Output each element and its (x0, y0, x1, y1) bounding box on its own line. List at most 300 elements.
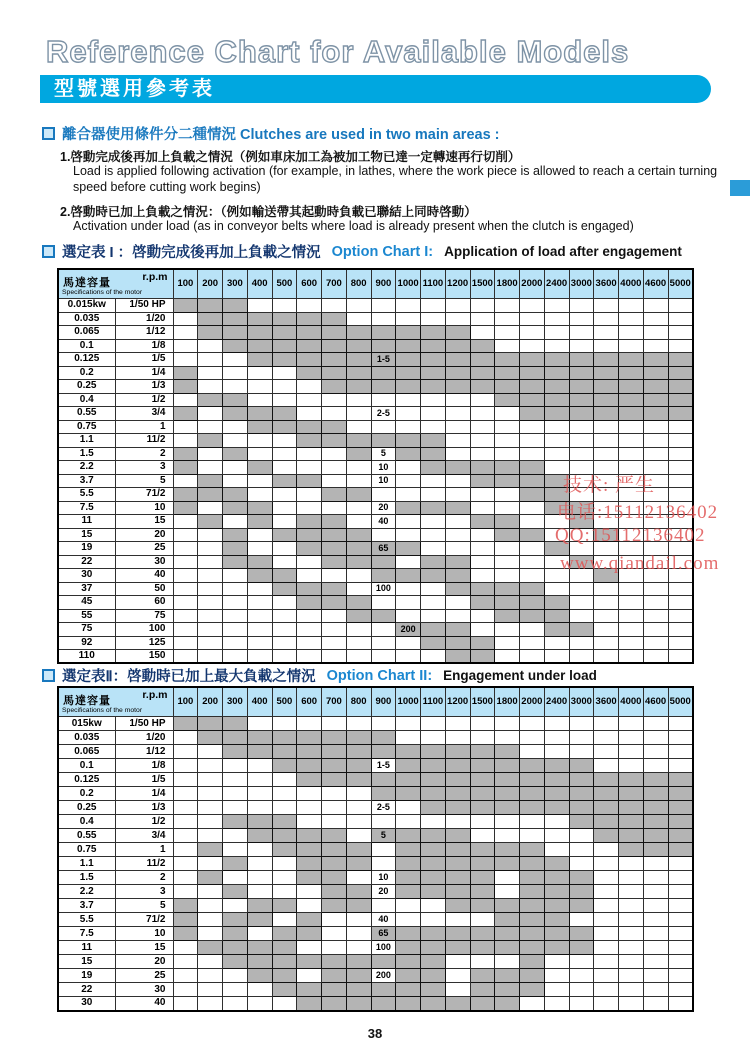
grid-cell (198, 582, 223, 596)
grid-cell (247, 745, 272, 759)
chart1-heading-en-label: Option Chart I: (331, 243, 434, 260)
grid-cell (668, 955, 693, 969)
grid-cell (594, 745, 619, 759)
grid-cell (272, 899, 297, 913)
grid-cell (198, 759, 223, 773)
motor-hp-label: 3 (115, 885, 173, 899)
grid-cell (198, 312, 223, 326)
grid-cell (223, 843, 248, 857)
grid-cell (223, 759, 248, 773)
motor-kw-label: 22 (58, 555, 115, 569)
grid-cell (619, 434, 644, 448)
grid-cell (470, 542, 495, 556)
rpm-column-header: 400 (247, 269, 272, 299)
motor-hp-label: 1/50 HP (115, 299, 173, 313)
grid-cell (223, 801, 248, 815)
grid-cell (223, 353, 248, 367)
grid-cell (247, 528, 272, 542)
model-range-label: 40 (371, 913, 396, 927)
table-row (58, 913, 693, 927)
motor-kw-label: 110 (58, 650, 115, 664)
motor-kw-label: 11 (58, 941, 115, 955)
grid-cell (520, 596, 545, 610)
motor-kw-label: 37 (58, 582, 115, 596)
rpm-column-header: 3000 (569, 687, 594, 717)
grid-cell (520, 717, 545, 731)
grid-cell (272, 969, 297, 983)
grid-cell (470, 488, 495, 502)
grid-cell (520, 885, 545, 899)
grid-cell (297, 434, 322, 448)
grid-cell (371, 312, 396, 326)
grid-cell (396, 353, 421, 367)
model-range-label: 100 (371, 582, 396, 596)
motor-hp-label: 2 (115, 447, 173, 461)
grid-cell (594, 899, 619, 913)
table-row (58, 380, 693, 394)
grid-cell (198, 815, 223, 829)
grid-cell (520, 501, 545, 515)
grid-cell (322, 829, 347, 843)
grid-cell (470, 353, 495, 367)
table-row (58, 434, 693, 448)
rpm-column-header: 3600 (594, 687, 619, 717)
grid-cell (594, 339, 619, 353)
motor-kw-label: 0.55 (58, 829, 115, 843)
grid-cell (173, 299, 198, 313)
grid-cell (594, 983, 619, 997)
grid-cell (569, 745, 594, 759)
grid-cell (470, 528, 495, 542)
motor-kw-label: 0.065 (58, 745, 115, 759)
grid-cell (223, 434, 248, 448)
grid-cell (445, 941, 470, 955)
grid-cell (223, 447, 248, 461)
grid-cell (569, 829, 594, 843)
grid-cell (569, 801, 594, 815)
grid-cell (396, 582, 421, 596)
motor-kw-label: 0.035 (58, 312, 115, 326)
grid-cell (470, 501, 495, 515)
grid-cell (544, 787, 569, 801)
grid-cell (668, 787, 693, 801)
grid-cell (346, 717, 371, 731)
grid-cell (346, 569, 371, 583)
motor-hp-label: 1/8 (115, 759, 173, 773)
grid-cell (322, 997, 347, 1011)
grid-cell (594, 801, 619, 815)
rpm-column-header: 100 (173, 687, 198, 717)
rpm-column-header: 500 (272, 687, 297, 717)
grid-cell (346, 913, 371, 927)
grid-cell (668, 393, 693, 407)
grid-cell (421, 501, 446, 515)
grid-cell (619, 380, 644, 394)
grid-cell (223, 339, 248, 353)
header-mzh: 馬達容量 (63, 695, 111, 707)
chart1-table (57, 268, 694, 664)
chart1-heading-en: Application of load after engagement (444, 244, 682, 259)
grid-cell (520, 555, 545, 569)
grid-cell (346, 299, 371, 313)
grid-cell (544, 717, 569, 731)
grid-cell (346, 542, 371, 556)
grid-cell (247, 871, 272, 885)
grid-cell (594, 407, 619, 421)
rpm-column-header: 800 (346, 687, 371, 717)
grid-cell (520, 299, 545, 313)
grid-cell (297, 815, 322, 829)
grid-cell (445, 885, 470, 899)
grid-cell (198, 801, 223, 815)
usage-item2-zh: 2.啓動時已加上負載之情況：（例如輸送帶其起動時負載已聯結上同時啓動） (60, 205, 477, 219)
grid-cell (643, 787, 668, 801)
grid-cell (520, 815, 545, 829)
grid-cell (346, 885, 371, 899)
grid-cell (569, 623, 594, 637)
grid-cell (445, 787, 470, 801)
grid-cell (198, 515, 223, 529)
grid-cell (495, 899, 520, 913)
grid-cell (297, 997, 322, 1011)
grid-cell (346, 434, 371, 448)
table-row (58, 717, 693, 731)
grid-cell (445, 474, 470, 488)
motor-hp-label: 1/20 (115, 731, 173, 745)
grid-cell (495, 515, 520, 529)
usage-item1-zh: 1.啓動完成後再加上負載之情況（例如車床加工為被加工物已達一定轉速再行切削） (60, 150, 521, 164)
grid-cell (322, 717, 347, 731)
table-row (58, 829, 693, 843)
rpm-column-header: 2400 (544, 687, 569, 717)
grid-cell (421, 955, 446, 969)
grid-cell (223, 787, 248, 801)
grid-cell (668, 434, 693, 448)
grid-cell (668, 857, 693, 871)
motor-hp-label: 25 (115, 542, 173, 556)
grid-cell (223, 528, 248, 542)
grid-cell (173, 913, 198, 927)
rpm-column-header: 1800 (495, 269, 520, 299)
grid-cell (619, 871, 644, 885)
grid-cell (247, 596, 272, 610)
grid-cell (198, 501, 223, 515)
grid-cell (396, 759, 421, 773)
grid-cell (668, 731, 693, 745)
grid-cell (544, 407, 569, 421)
grid-cell (421, 326, 446, 340)
grid-cell (198, 380, 223, 394)
grid-cell (619, 969, 644, 983)
grid-cell (371, 366, 396, 380)
grid-cell (272, 636, 297, 650)
grid-cell (297, 488, 322, 502)
grid-cell (495, 983, 520, 997)
grid-cell (495, 759, 520, 773)
grid-cell (198, 596, 223, 610)
grid-cell (396, 955, 421, 969)
grid-cell (594, 857, 619, 871)
grid-cell (297, 515, 322, 529)
grid-cell (495, 528, 520, 542)
grid-cell (371, 596, 396, 610)
grid-cell (223, 955, 248, 969)
motor-hp-label: 10 (115, 927, 173, 941)
grid-cell (272, 420, 297, 434)
rpm-column-header: 300 (223, 269, 248, 299)
table-row (58, 420, 693, 434)
grid-cell (520, 983, 545, 997)
grid-cell (470, 927, 495, 941)
grid-cell (297, 339, 322, 353)
grid-cell (396, 569, 421, 583)
grid-cell (569, 843, 594, 857)
table-row (58, 899, 693, 913)
grid-cell (470, 955, 495, 969)
grid-cell (346, 829, 371, 843)
grid-cell (173, 461, 198, 475)
grid-cell (322, 787, 347, 801)
grid-cell (346, 745, 371, 759)
grid-cell (173, 420, 198, 434)
grid-cell (272, 353, 297, 367)
motor-hp-label: 5 (115, 899, 173, 913)
grid-cell (272, 717, 297, 731)
grid-cell (544, 983, 569, 997)
rpm-column-header: 2000 (520, 269, 545, 299)
motor-kw-label: 11 (58, 515, 115, 529)
grid-cell (495, 773, 520, 787)
grid-cell (247, 407, 272, 421)
grid-cell (396, 636, 421, 650)
grid-cell (396, 312, 421, 326)
motor-hp-label: 15 (115, 941, 173, 955)
grid-cell (445, 745, 470, 759)
grid-cell (371, 650, 396, 664)
grid-cell (594, 393, 619, 407)
grid-cell (569, 582, 594, 596)
grid-cell (445, 773, 470, 787)
grid-cell (346, 801, 371, 815)
grid-cell (322, 983, 347, 997)
grid-cell (668, 997, 693, 1011)
grid-cell (247, 474, 272, 488)
grid-cell (544, 913, 569, 927)
grid-cell (198, 420, 223, 434)
grid-cell (272, 312, 297, 326)
grid-cell (346, 650, 371, 664)
grid-cell (643, 407, 668, 421)
grid-cell (668, 447, 693, 461)
grid-cell (173, 515, 198, 529)
grid-cell (297, 474, 322, 488)
grid-cell (297, 353, 322, 367)
grid-cell (223, 829, 248, 843)
grid-cell (371, 787, 396, 801)
grid-cell (396, 927, 421, 941)
grid-cell (396, 857, 421, 871)
grid-cell (668, 366, 693, 380)
motor-hp-label: 1 (115, 843, 173, 857)
grid-cell (643, 899, 668, 913)
grid-cell (470, 969, 495, 983)
header-men: Specifications of the motor (62, 289, 143, 297)
grid-cell (569, 353, 594, 367)
grid-cell (594, 829, 619, 843)
grid-cell (173, 312, 198, 326)
grid-cell (198, 829, 223, 843)
grid-cell (223, 899, 248, 913)
grid-cell (470, 857, 495, 871)
motor-hp-label: 1/2 (115, 815, 173, 829)
grid-cell (594, 731, 619, 745)
grid-cell (297, 461, 322, 475)
grid-cell (297, 326, 322, 340)
grid-cell (470, 393, 495, 407)
grid-cell (594, 650, 619, 664)
rpm-column-header: 1200 (445, 687, 470, 717)
grid-cell (470, 366, 495, 380)
grid-cell (569, 596, 594, 610)
motor-hp-label: 20 (115, 528, 173, 542)
grid-cell (247, 501, 272, 515)
grid-cell (322, 843, 347, 857)
grid-cell (322, 899, 347, 913)
grid-cell (643, 773, 668, 787)
grid-cell (445, 299, 470, 313)
grid-cell (346, 927, 371, 941)
grid-cell (520, 997, 545, 1011)
grid-cell (272, 871, 297, 885)
grid-cell (247, 913, 272, 927)
motor-hp-label: 1/12 (115, 745, 173, 759)
grid-cell (198, 488, 223, 502)
table-row (58, 636, 693, 650)
grid-cell (544, 623, 569, 637)
model-range-label: 2-5 (371, 407, 396, 421)
grid-cell (297, 407, 322, 421)
grid-cell (346, 983, 371, 997)
grid-cell (544, 609, 569, 623)
motor-hp-label: 150 (115, 650, 173, 664)
grid-cell (198, 366, 223, 380)
grid-cell (619, 773, 644, 787)
grid-cell (520, 955, 545, 969)
grid-cell (297, 312, 322, 326)
grid-cell (223, 773, 248, 787)
grid-cell (173, 353, 198, 367)
grid-cell (470, 871, 495, 885)
grid-cell (346, 636, 371, 650)
grid-cell (544, 829, 569, 843)
grid-cell (421, 488, 446, 502)
grid-cell (322, 941, 347, 955)
grid-cell (470, 609, 495, 623)
grid-cell (668, 829, 693, 843)
grid-cell (371, 420, 396, 434)
grid-cell (247, 969, 272, 983)
grid-cell (198, 899, 223, 913)
grid-cell (198, 393, 223, 407)
grid-cell (643, 871, 668, 885)
grid-cell (173, 407, 198, 421)
model-range-label: 5 (371, 447, 396, 461)
grid-cell (173, 927, 198, 941)
grid-cell (396, 650, 421, 664)
rpm-column-header: 200 (198, 687, 223, 717)
grid-cell (322, 339, 347, 353)
grid-cell (470, 380, 495, 394)
grid-cell (297, 420, 322, 434)
grid-cell (470, 339, 495, 353)
grid-cell (495, 871, 520, 885)
model-range-label: 2-5 (371, 801, 396, 815)
rpm-column-header: 4000 (619, 687, 644, 717)
grid-cell (643, 801, 668, 815)
grid-cell (668, 407, 693, 421)
grid-cell (544, 447, 569, 461)
grid-cell (544, 312, 569, 326)
motor-hp-label: 1/20 (115, 312, 173, 326)
grid-cell (421, 927, 446, 941)
grid-cell (198, 650, 223, 664)
grid-cell (544, 731, 569, 745)
grid-cell (297, 596, 322, 610)
grid-cell (619, 609, 644, 623)
grid-cell (371, 555, 396, 569)
grid-cell (668, 843, 693, 857)
grid-cell (445, 801, 470, 815)
model-range-label: 20 (371, 501, 396, 515)
grid-cell (371, 393, 396, 407)
grid-cell (643, 650, 668, 664)
grid-cell (445, 815, 470, 829)
grid-cell (322, 474, 347, 488)
grid-cell (594, 596, 619, 610)
grid-cell (544, 745, 569, 759)
rpm-column-header: 1200 (445, 269, 470, 299)
grid-cell (223, 501, 248, 515)
grid-cell (272, 885, 297, 899)
grid-cell (619, 955, 644, 969)
grid-cell (470, 773, 495, 787)
grid-cell (198, 913, 223, 927)
grid-cell (371, 857, 396, 871)
grid-cell (569, 913, 594, 927)
grid-cell (470, 420, 495, 434)
grid-cell (544, 636, 569, 650)
grid-cell (643, 420, 668, 434)
grid-cell (569, 955, 594, 969)
grid-cell (297, 941, 322, 955)
grid-cell (346, 393, 371, 407)
grid-cell (421, 941, 446, 955)
grid-cell (421, 420, 446, 434)
grid-cell (198, 843, 223, 857)
grid-cell (272, 393, 297, 407)
grid-cell (396, 501, 421, 515)
motor-hp-label: 3/4 (115, 407, 173, 421)
grid-cell (643, 447, 668, 461)
rpm-column-header: 3000 (569, 269, 594, 299)
grid-cell (297, 885, 322, 899)
grid-cell (247, 815, 272, 829)
grid-cell (619, 447, 644, 461)
grid-cell (322, 407, 347, 421)
motor-kw-label: 0.1 (58, 339, 115, 353)
grid-cell (445, 528, 470, 542)
grid-cell (619, 407, 644, 421)
